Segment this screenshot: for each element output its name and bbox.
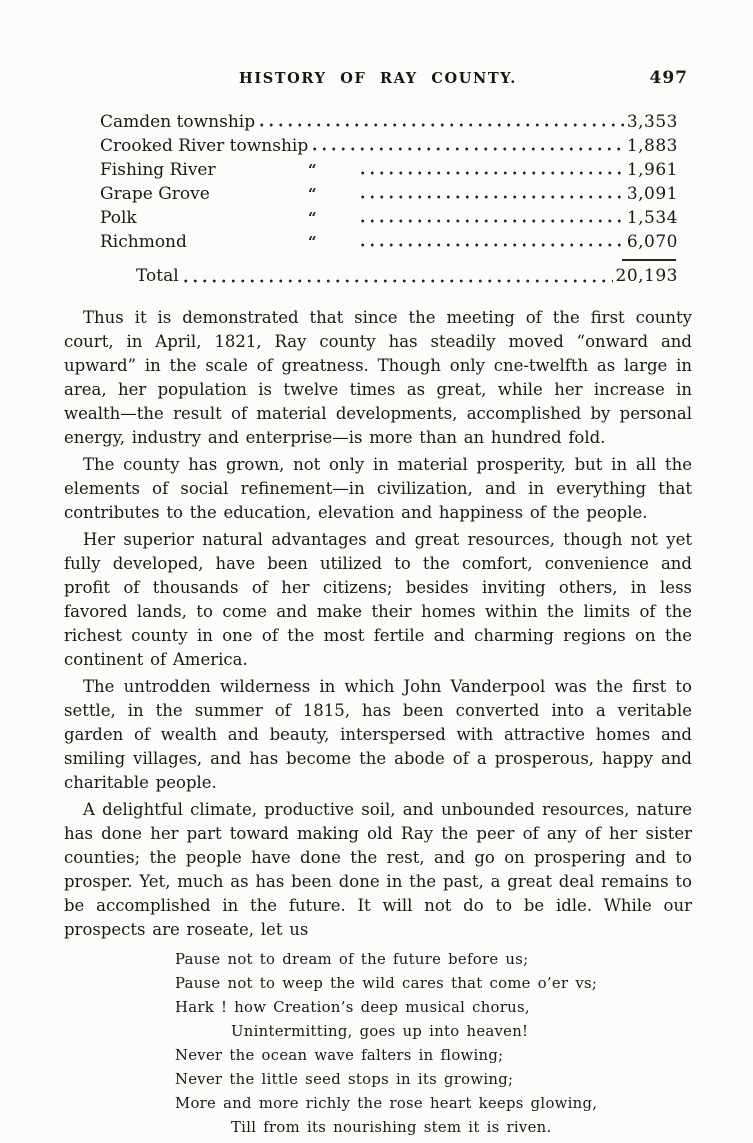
population-value: 3,091 [626, 184, 678, 204]
leader-dots [181, 264, 613, 290]
population-value: 1,534 [626, 208, 678, 228]
township-name: Grape Grove [100, 184, 210, 204]
total-row [136, 264, 678, 290]
township-name: Richmond [100, 232, 187, 252]
leader-dots [310, 134, 624, 158]
township-name: Crooked River township [100, 136, 309, 156]
table-row [100, 134, 678, 158]
poem-line: Unintermitting, goes up into heaven! [231, 1023, 529, 1040]
poem [175, 948, 692, 1140]
population-value: 6,070 [626, 232, 678, 252]
table-row [100, 230, 678, 254]
township-population-table [100, 110, 678, 290]
leader-dots [358, 158, 624, 182]
leader-dots [358, 230, 624, 254]
running-head [64, 70, 692, 96]
poem-line: Never the little seed stops in its growing; [175, 1071, 514, 1088]
ditto-mark: “ [308, 233, 317, 251]
population-value: 1,961 [626, 160, 678, 180]
township-name: Camden township [100, 112, 256, 132]
total-label: Total [136, 266, 179, 286]
body-text [64, 306, 692, 942]
ditto-mark: “ [308, 185, 317, 203]
table-row [100, 110, 678, 134]
poem-line: Hark ! how Creation’s deep musical chorus, [175, 999, 530, 1016]
table-row [100, 182, 678, 206]
paragraph: Her superior natural advantages and great resources, though not yet fully developed, have been utilized to the comfort, convenience and profit of thousands of her citizens; besides inviting others, in less favored lands, to come and make their homes within the limits of the richest county in one of the most fertile and charming regions on the continent of America. [64, 530, 692, 669]
paragraph: Thus it is demonstrated that since the meeting of the first county court, in April, 1821, Ray county has steadily moved “onward and upward” in the scale of greatness. Though only cne-twelfth as large in area, her population is twelve times as great, while her increase in wealth—the result of material developments, accomplished by personal energy, industry and enterprise—is more than an hundred fold. [64, 308, 692, 447]
poem-line: Never the ocean wave falters in flowing; [175, 1047, 504, 1064]
leader-dots [257, 110, 624, 134]
total-rule [622, 259, 676, 261]
poem-line: More and more richly the rose heart keeps glowing, [175, 1095, 598, 1112]
poem-line: Till from its nourishing stem it is riven. [231, 1119, 552, 1136]
township-name: Fishing River [100, 160, 216, 180]
ditto-mark: “ [308, 161, 317, 179]
paragraph: A delightful climate, productive soil, and unbounded resources, nature has done her part toward making old Ray the peer of any of her sister counties; the people have done the rest, and go on prospering and to prosper. Yet, much as has been done in the past, a great deal remains to be accomplished in the future. It will not do to be idle. While our prospects are roseate, let us [64, 800, 692, 939]
ditto-mark: “ [308, 209, 317, 227]
poem-line: Pause not to weep the wild cares that come o’er vs; [175, 975, 598, 992]
poem-line: Pause not to dream of the future before us; [175, 951, 529, 968]
page-title: HISTORY OF RAY COUNTY. [239, 70, 517, 87]
leader-dots [358, 206, 624, 230]
paragraph: The untrodden wilderness in which John Vanderpool was the first to settle, in the summer of 1815, has been converted into a veritable garden of wealth and beauty, interspersed with attractive homes and smiling villages, and has become the abode of a prosperous, happy and charitable people. [64, 677, 692, 792]
leader-dots [358, 182, 624, 206]
paragraph: The county has grown, not only in material prosperity, but in all the elements of social refinement—in civilization, and in everything that contributes to the education, elevation and happiness of the people. [64, 455, 692, 522]
township-name: Polk [100, 208, 137, 228]
table-row [100, 206, 678, 230]
table-row [100, 158, 678, 182]
page-number: 497 [649, 68, 688, 88]
population-value: 1,883 [626, 136, 678, 156]
total-value: 20,193 [615, 266, 678, 286]
population-value: 3,353 [626, 112, 678, 132]
